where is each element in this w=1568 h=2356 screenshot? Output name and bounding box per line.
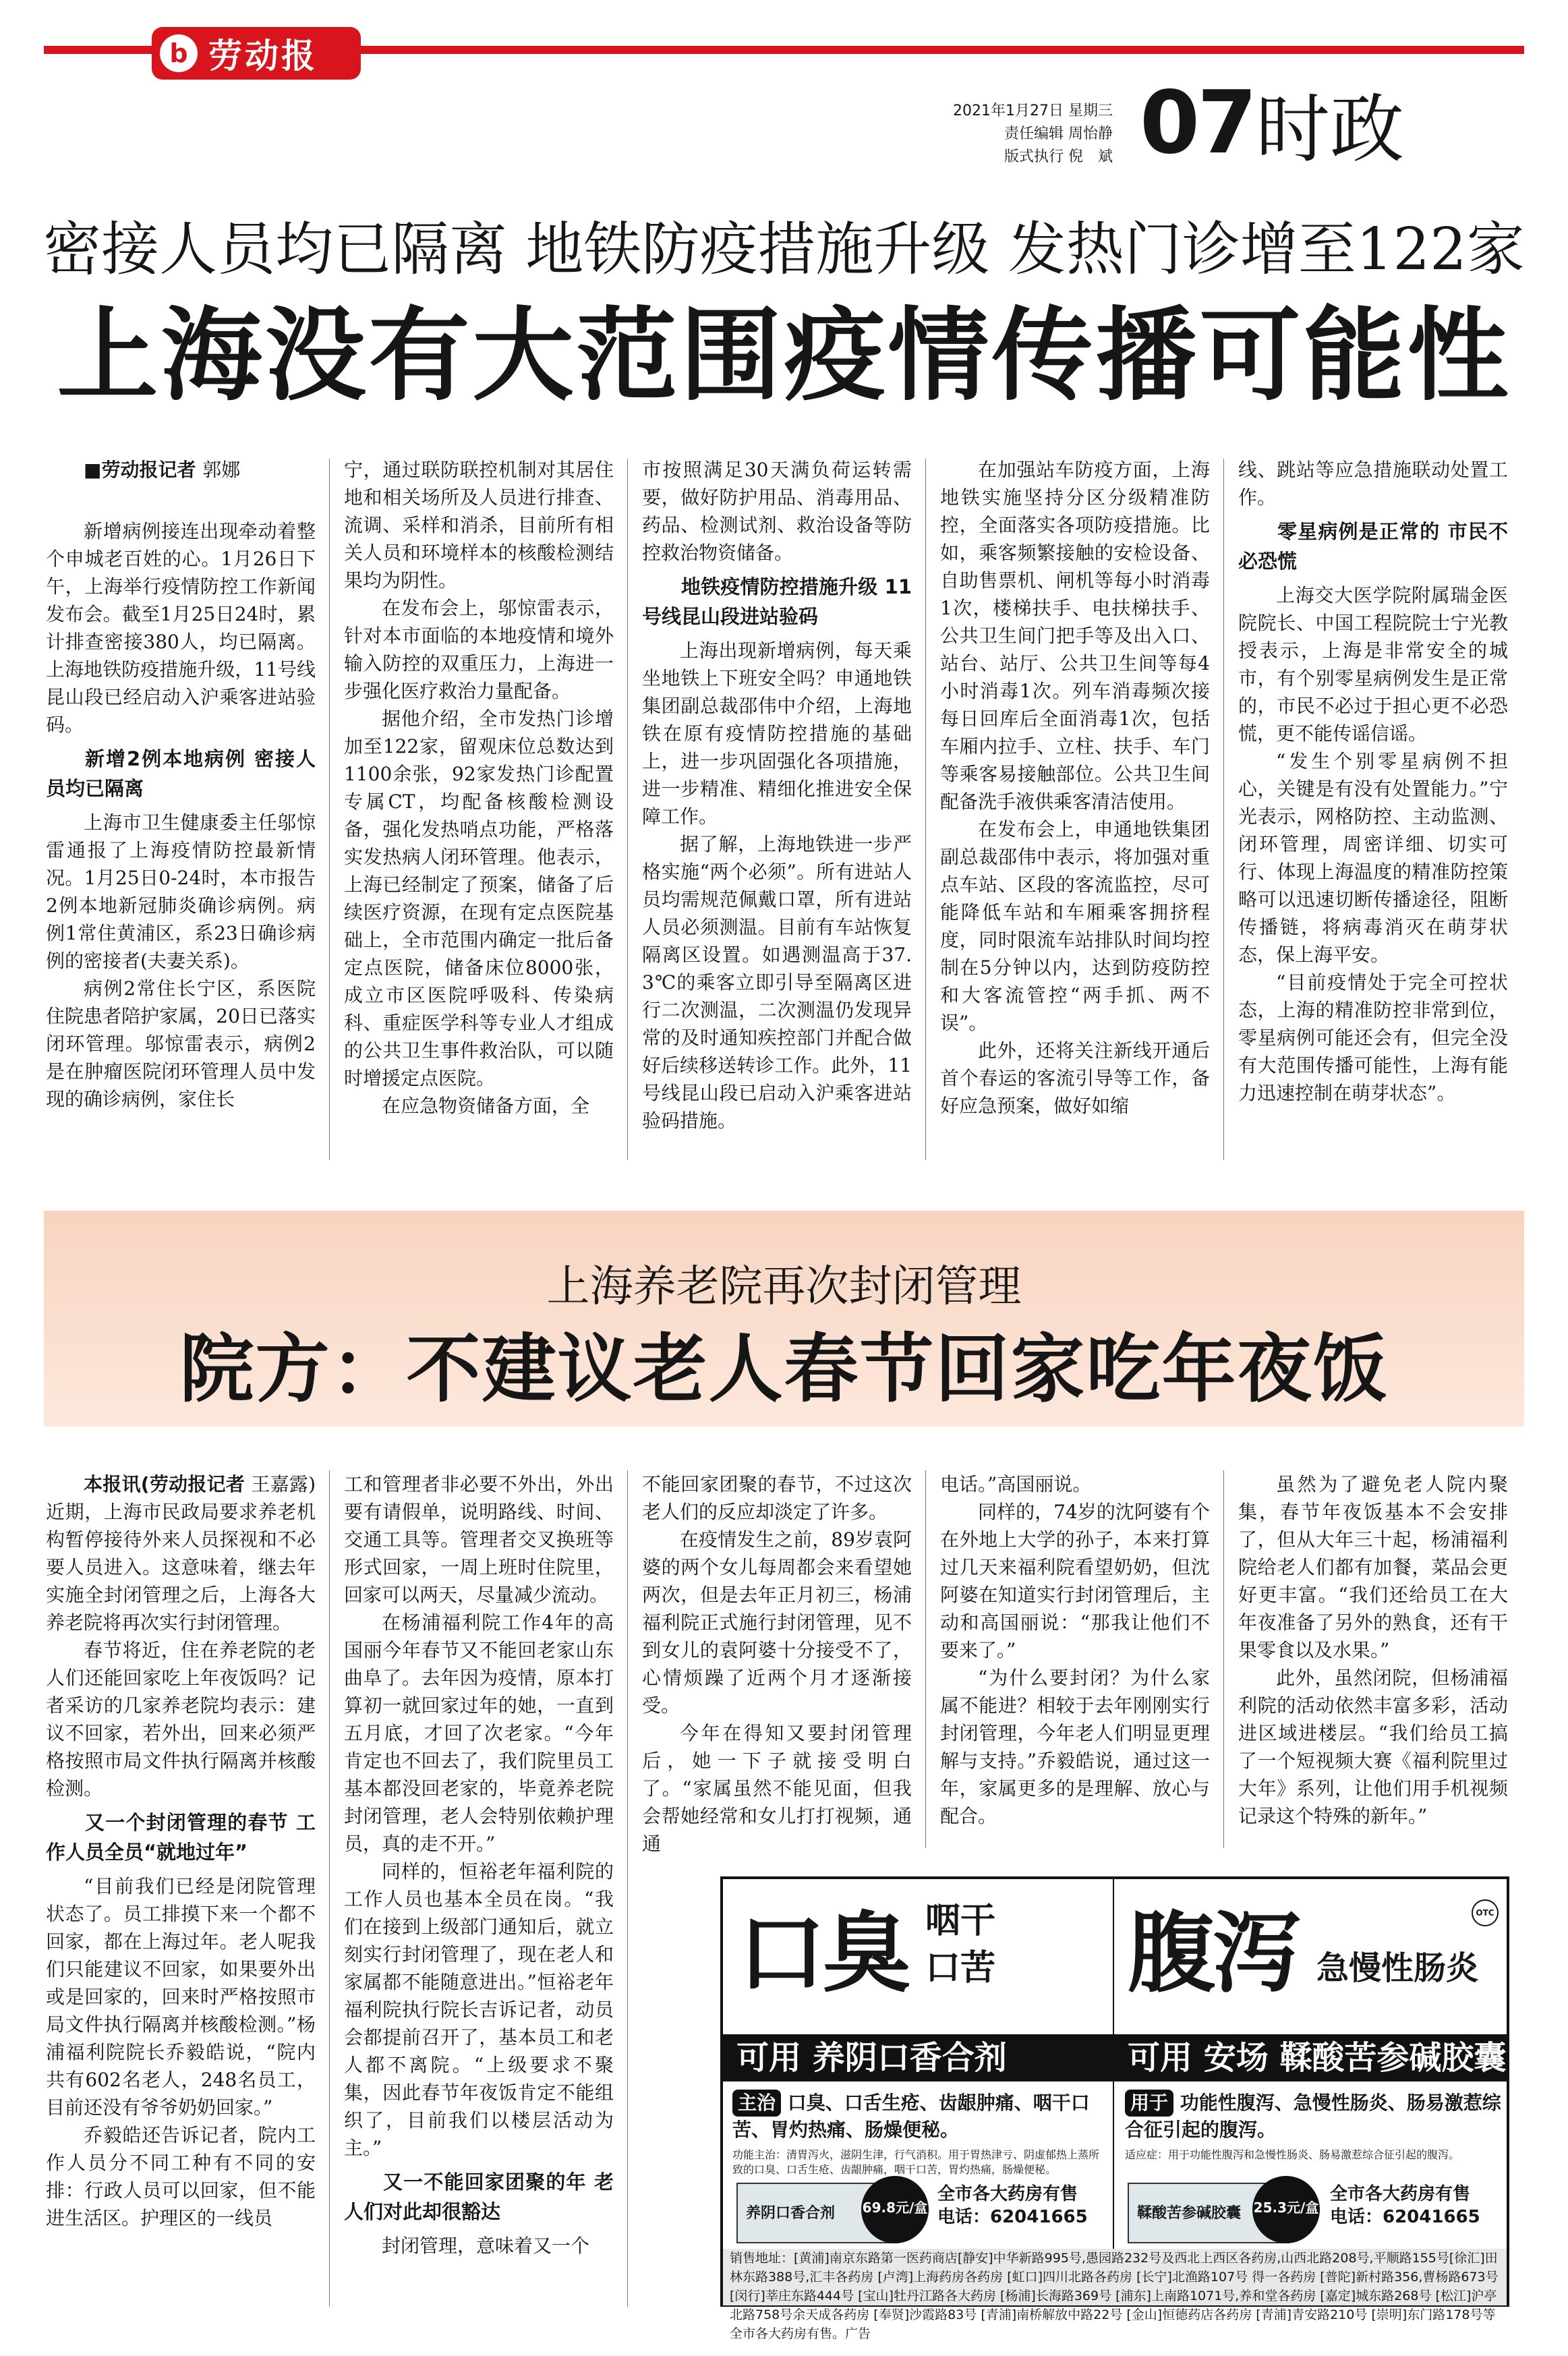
paragraph: 在应急物资储备方面，全 xyxy=(382,1095,590,1117)
paragraph: “目前我们已经是闭院管理状态了。员工排摸下来一个都不回家，都在上海过年。老人呢我们只能建议不回家，如果要外出或是回家的，回来时严格按照市局文件执行隔离并核酸检测。”杨浦福利院院长乔毅皓说，“院内共有602名老人，248名员工，目前还没有爷爷奶奶回家。” xyxy=(46,1875,316,2119)
ad-stripe-left: 可用 养阴口香合剂 xyxy=(736,2039,1007,2077)
subheading: 地铁疫情防控措施升级 11号线昆山段进站验码 xyxy=(642,575,912,628)
subheading: 零星病例是正常的 市民不必恐慌 xyxy=(1238,520,1508,573)
article1-column-3 xyxy=(642,456,912,1161)
ad-left-function: 功能主治：清胃泻火，滋阴生津，行气消积。用于胃热津亏、阴虚郁热上蒸所致的口臭、口舌生疮、齿龈肿痛，咽干口苦，胃灼热痛，肠燥便秘。 xyxy=(732,2148,1100,2176)
page-number: 07 xyxy=(1140,73,1255,173)
ad-left-box-label: 养阴口香合剂 xyxy=(746,2205,836,2222)
paragraph: 封闭管理，意味着又一个 xyxy=(382,2235,590,2257)
paragraph: 据他介绍，全市发热门诊增加至122家，留观床位总数达到1100余张，92家发热门诊配置专属CT，均配备核酸检测设备，强化发热哨点功能，严格落实发热病人闭环管理。他表示，上海已经制定了预案，储备了后续医疗资源，在现有定点医院基础上，全市范围内确定一批后备定点医院，储备床位8000张，成立市区医院呼吸科、传染病科、重症医学科等专业人才组成的公共卫生事件救治队，可以随时增援定点医院。 xyxy=(344,708,614,1089)
ad-left-price-badge: 69.8元/盒 xyxy=(861,2176,929,2243)
ad-left-title-small1: 咽干 xyxy=(925,1901,996,1941)
otc-badge: OTC xyxy=(1472,1899,1499,1926)
ad-left-use-text: 口臭、口舌生疮、齿龈肿痛、咽干口苦、胃灼热痛、肠燥便秘。 xyxy=(732,2092,1090,2141)
ad-left-phone: 电话：62041665 xyxy=(937,2207,1088,2227)
logo-icon: b xyxy=(160,34,198,72)
column-divider xyxy=(1223,1470,1224,1848)
paragraph: 此外，虽然闭院，但杨浦福利院的活动依然丰富多彩，活动进区域进楼层。“我们给员工搞了一个短视频大赛《福利院里过大年》系列，让他们用手机视频记录这个特殊的新年。” xyxy=(1238,1667,1508,1827)
paragraph: 在加强站车防疫方面，上海地铁实施坚持分区分级精准防控，全面落实各项防疫措施。比如，乘客频繁接触的安检设备、自助售票机、闸机等每小时消毒1次，楼梯扶手、电扶梯扶手、公共卫生间门把手等及出入口、站台、站厅、公共卫生间等每4小时消毒1次。列车消毒频次接每日回库后全面消毒1次，包括车厢内拉手、立柱、扶手、车门等乘客易接触部位。公共卫生间配备洗手液供乘客清洁使用。 xyxy=(940,459,1210,813)
column-divider xyxy=(329,459,330,1160)
paragraph: “目前疫情处于完全可控状态，上海的精准防控非常到位，零星病例可能还会有，但完全没有大范围传播可能性，上海有能力迅速控制在萌芽状态”。 xyxy=(1238,971,1508,1104)
paragraph: 线、跳站等应急措施联动处置工作。 xyxy=(1238,459,1508,509)
editor-credit: 责任编辑 周怡静 xyxy=(1004,125,1113,142)
paragraph: 乔毅皓还告诉记者，院内工作人员分不同工种有不同的安排：行政人员可以回家，但不能进生活区。护理区的一线员 xyxy=(46,2124,316,2229)
column-divider xyxy=(925,459,926,1160)
article1-kicker: 密接人员均已隔离 地铁防疫措施升级 发热门诊增至122家 xyxy=(43,216,1525,283)
ad-right-use xyxy=(1125,2090,1503,2144)
section-title: 时政 xyxy=(1256,86,1404,173)
paragraph: 上海交大医学院附属瑞金医院院长、中国工程院院士宁光教授表示，上海是非常安全的城市，有个别零星病例发生是正常的，市民不必过于担心更不必恐慌，更不能传谣信谣。 xyxy=(1238,584,1508,745)
ad-right-price-badge: 25.3元/盒 xyxy=(1252,2176,1320,2243)
ad-left-sold: 全市各大药房有售 xyxy=(937,2184,1078,2204)
article1-column-4 xyxy=(940,456,1210,1161)
article2-byline-name: 王嘉露) xyxy=(251,1473,316,1495)
ad-left-use-label: 主治 xyxy=(732,2090,781,2117)
article2-column-3 xyxy=(642,1470,912,1855)
paragraph: 在发布会上，邬惊雷表示，针对本市面临的本地疫情和境外输入防控的双重压力，上海进一步强化医疗救治力量配备。 xyxy=(344,597,614,702)
paragraph: 在疫情发生之前，89岁袁阿婆的两个女儿每周都会来看望她两次，但是去年正月初三，杨浦福利院正式施行封闭管理，见不到女儿的袁阿婆十分接受不了，心情烦躁了近两个月才逐渐接受。 xyxy=(642,1528,912,1717)
paragraph: 据了解，上海地铁进一步严格实施“两个必须”。所有进站人员均需规范佩戴口罩，所有进站人员必须测温。目前有车站恢复隔离区设置。如遇测温高于37.3℃的乘客立即引导至隔离区进行二次测温，二次测温仍发现异常的及时通知疾控部门并配合做好后续移送转诊工作。此外，11号线昆山段已启动入沪乘客进站验码措施。 xyxy=(642,833,912,1132)
newspaper-logo xyxy=(152,27,361,80)
subheading: 新增2例本地病例 密接人员均已隔离 xyxy=(46,747,316,800)
paragraph: “发生个别零星病例不担心，关键是有没有处置能力。”宁光表示，网格防控、主动监测、闭环管理，周密详细、切实可行、体现上海温度的精准防控策略可以迅速切断传播途径，阻断传播链，将病毒消灭在萌芽状态，保上海平安。 xyxy=(1238,750,1508,966)
paragraph: 上海出现新增病例，每天乘坐地铁上下班安全吗？申通地铁集团副总裁邵伟中介绍，上海地铁在原有疫情防控措施的基础上，进一步巩固强化各项措施，进一步精准、精细化推进安全保障工作。 xyxy=(642,639,912,828)
article2-column-5 xyxy=(1238,1470,1508,1848)
article1-headline: 上海没有大范围疫情传播可能性 xyxy=(57,296,1511,415)
column-divider xyxy=(329,1470,330,2307)
article2-column-2 xyxy=(344,1470,614,2307)
issue-date: 2021年1月27日 星期三 xyxy=(953,103,1113,119)
article1-column-5 xyxy=(1238,456,1508,1161)
paragraph: 此外，还将关注新线开通后首个春运的客流引导等工作，备好应急预案，做好如缩 xyxy=(940,1039,1210,1117)
ad-right-box-label: 鞣酸苦参碱胶囊 xyxy=(1137,2205,1242,2222)
paragraph: 电话。”高国丽说。 xyxy=(940,1473,1092,1495)
ad-sales-addresses: 销售地址：[黄浦]南京东路第一医药商店[静安]中华新路995号,愚园路232号及西北上西区各药房,山西北路208号,平顺路155号[徐汇]田林东路388号,汇丰各药房 [卢湾]上海药房各药房 [虹口]四川北路各药房 [长宁]北渔路107号 得一各药房 [普陀]新村路356,曹杨路673号 [闵行]莘庄东路444号 [宝山]牡丹江路各大药房 [杨浦]长海路369号 [浦东]上南路1071号,养和堂各药房 [嘉定]城东路268号 [松江]沪亭北路758号余天成各药房 [奉贤]沙霞路83号 [青浦]南桥解放中路22号 [金山]恒德药店各药房 [青浦]青安路210号 [崇明]东门路178号等全市各大药房有售。广告 xyxy=(723,2249,1507,2305)
ad-stripe-right: 可用 安场 鞣酸苦参碱胶囊 xyxy=(1128,2039,1507,2077)
paragraph: 同样的，74岁的沈阿婆有个在外地上大学的孙子，本来打算过几天来福利院看望奶奶，但沈阿婆在知道实行封闭管理后，主动和高国丽说：“那我让他们不要来了。” xyxy=(940,1501,1210,1661)
subheading: 又一不能回家团聚的年 老人们对此却很豁达 xyxy=(344,2171,614,2223)
article1-byline xyxy=(46,456,316,484)
byline-name: 郭娜 xyxy=(202,459,241,481)
newspaper-name: 劳动报 xyxy=(208,36,318,76)
ad-right-phone: 电话：62041665 xyxy=(1330,2207,1480,2227)
column-divider xyxy=(1223,459,1224,1160)
ad-right-use-label: 用于 xyxy=(1125,2090,1173,2117)
issue-info xyxy=(953,100,1113,169)
paragraph: 上海市卫生健康委主任邬惊雷通报了上海疫情防控最新情况。1月25日0-24时，本市报告2例本地新冠肺炎确诊病例。病例1常住黄浦区，系23日确诊病例的密接者(夫妻关系)。 xyxy=(46,811,316,972)
article2-kicker: 上海养老院再次封闭管理 xyxy=(546,1262,1022,1312)
paragraph: 近期，上海市民政局要求养老机构暂停接待外来人员探视和不必要人员进入。这意味着，继去年实施全封闭管理之后，上海各大养老院将再次实行封闭管理。 xyxy=(46,1501,316,1634)
subheading: 又一个封闭管理的春节 工作人员全员“就地过年” xyxy=(46,1811,316,1864)
column-divider xyxy=(627,459,628,1160)
ad-right-title: 腹泻 xyxy=(1128,1902,1298,2005)
paragraph: 今年在得知又要封闭管理后，她一下子就接受明白了。“家属虽然不能见面，但我会帮她经常和女儿打打视频，通通 xyxy=(642,1722,912,1855)
article1-column-1 xyxy=(46,456,316,1161)
paragraph: 在发布会上，申通地铁集团副总裁邵伟中表示，将加强对重点车站、区段的客流监控，尽可能降低车站和车厢乘客拥挤程度，同时限流车站排队时间均控制在5分钟以内，达到防疫防控和大客流管控“两手抓、两不误”。 xyxy=(940,818,1210,1034)
byline-label: ■劳动报记者 xyxy=(84,459,196,481)
masthead-rule-left xyxy=(44,46,152,54)
column-divider xyxy=(627,1470,628,2307)
column-divider xyxy=(925,1470,926,1848)
designer-credit: 版式执行 倪 斌 xyxy=(1004,148,1113,165)
ad-right-indication: 适应症：用于功能性腹泻和急慢性肠炎、肠易激惹综合征引起的腹泻。 xyxy=(1125,2148,1460,2161)
article2-headline: 院方：不建议老人春节回家吃年夜饭 xyxy=(179,1325,1389,1412)
paragraph: 不能回家团聚的春节，不过这次老人们的反应却淡定了许多。 xyxy=(642,1473,912,1523)
article1-column-2 xyxy=(344,456,614,1161)
paragraph: 新增病例接连出现牵动着整个申城老百姓的心。1月26日下午，上海举行疫情防控工作新闻发布会。截至1月25日24时，累计排查密接380人，均已隔离。上海地铁防疫措施升级，11号线昆山段已经启动入沪乘客进站验码。 xyxy=(46,520,316,736)
paragraph: 同样的，恒裕老年福利院的工作人员也基本全员在岗。“我们在接到上级部门通知后，就立刻实行封闭管理了，现在老人和家属都不能随意进出。”恒裕老年福利院执行院长吉诉记者，动员会都提前召开了，基本员工和老人都不离院。“上级要求不聚集，因此春节年夜饭肯定不能组织了，目前我们以楼层活动为主。” xyxy=(344,1860,614,2159)
article2-column-4 xyxy=(940,1470,1210,1848)
ad-left-title: 口臭 xyxy=(738,1902,908,2005)
paragraph: 工和管理者非必要不外出，外出要有请假单，说明路线、时间、交通工具等。管理者交叉换班等形式回家，一周上班时住院里，回家可以两天，尽量减少流动。 xyxy=(344,1473,614,1606)
advertisement xyxy=(720,1876,1509,2341)
paragraph: 宁，通过联防联控机制对其居住地和相关场所及人员进行排查、流调、采样和消杀，目前所有相关人员和环境样本的核酸检测结果均为阴性。 xyxy=(344,459,614,592)
paragraph: 病例2常住长宁区，系医院住院患者陪护家属，20日已落实闭环管理。邬惊雷表示，病例2是在肿瘤医院闭环管理人员中发现的确诊病例，家住长 xyxy=(46,977,316,1110)
masthead-rule-right xyxy=(361,46,1524,54)
paragraph: “为什么要封闭？为什么家属不能进？相较于去年刚刚实行封闭管理，今年老人们明显更理解与支持。”乔毅皓说，通过这一年，家属更多的是理解、放心与配合。 xyxy=(940,1667,1210,1827)
paragraph: 市按照满足30天满负荷运转需要，做好防护用品、消毒用品、药品、检测试剂、救治设备等防控救治物资储备。 xyxy=(642,459,912,564)
ad-right-sold: 全市各大药房有售 xyxy=(1330,2184,1471,2204)
paragraph: 虽然为了避免老人院内聚集，春节年夜饭基本不会安排了，但从大年三十起，杨浦福利院给老人们都有加餐，菜品会更好更丰富。“我们还给员工在大年夜准备了另外的熟食，还有干果零食以及水果。” xyxy=(1238,1473,1508,1661)
ad-right-use-text: 功能性腹泻、急慢性肠炎、肠易激惹综合征引起的腹泻。 xyxy=(1125,2092,1501,2141)
paragraph: 春节将近，住在养老院的老人们还能回家吃上年夜饭吗？记者采访的几家养老院均表示：建议不回家，若外出，回来必须严格按照市局文件执行隔离并核酸检测。 xyxy=(46,1639,316,1800)
ad-product-stripe xyxy=(723,2034,1507,2081)
article2-column-1 xyxy=(46,1470,316,2307)
ad-right-subtitle: 急慢性肠炎 xyxy=(1316,1949,1479,1987)
article2-byline-label: 本报讯(劳动报记者 xyxy=(84,1473,245,1495)
paragraph: 在杨浦福利院工作4年的高国丽今年春节又不能回老家山东曲阜了。去年因为疫情，原本打算初一就回家过年的她，一直到五月底，才回了次老家。“今年肯定也不回去了，我们院里员工基本都没回老家的，毕竟养老院封闭管理，老人会特别依赖护理员，真的走不开。” xyxy=(344,1611,614,1855)
ad-left-title-small2: 口苦 xyxy=(925,1948,996,1988)
ad-left-use xyxy=(732,2090,1103,2144)
